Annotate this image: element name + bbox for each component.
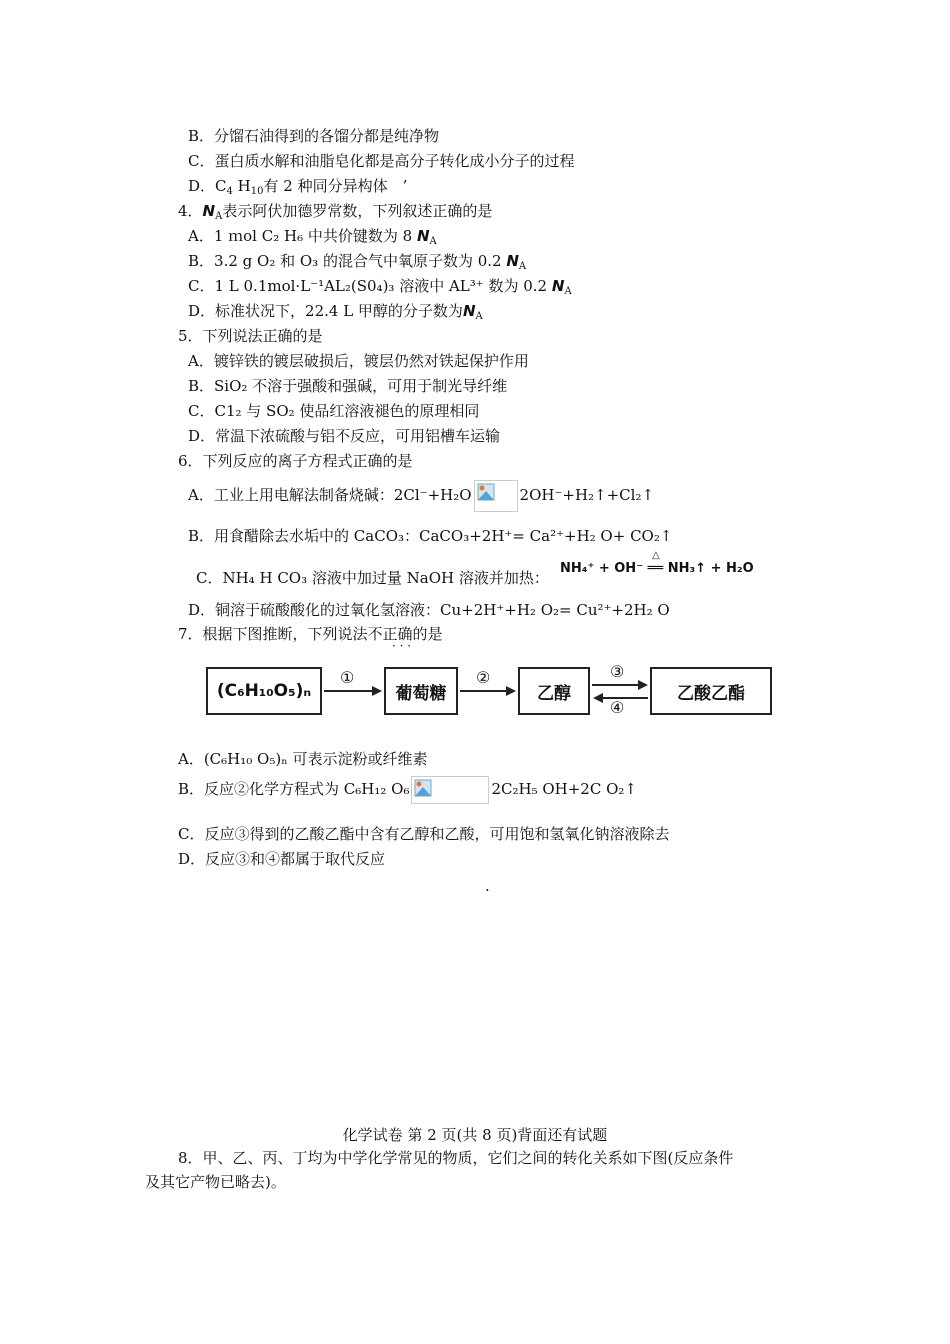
q5-option-d: D．常温下浓硫酸与铝不反应，可用铝槽车运输 — [188, 427, 501, 445]
q6-option-c-equation: △ NH₄⁺ + OH⁻ ══ NH₃↑ + H₂O — [560, 550, 754, 576]
q7-option-d: D．反应③和④都属于取代反应 — [178, 850, 386, 868]
q4-option-a: A．1 ｍol C₂ H₆ 中共价键数为 8 $N_A$ — [188, 227, 437, 247]
q5-stem: 5．下列说法正确的是 — [178, 327, 323, 345]
q4-option-b: B．3.2 g O₂ 和 O₃ 的混合气中氧原子数为 0.2 $N_A$ — [188, 252, 527, 272]
broken-image-icon — [474, 480, 518, 512]
diagram-box-ethanol: 乙醇 — [518, 667, 590, 715]
diagram-step-4: ④ — [610, 698, 625, 717]
q5-option-c: C．C1₂ 与 SO₂ 使品红溶液褪色的原理相同 — [188, 402, 480, 420]
q3-option-b: B．分馏石油得到的各馏分都是纯净物 — [188, 127, 440, 145]
q5-option-b: B．SiO₂ 不溶于强酸和强碱，可用于制光导纤维 — [188, 377, 508, 395]
q8-stem-line1: 8．甲、乙、丙、丁均为中学化学常见的物质，它们之间的转化关系如下图(反应条件 — [178, 1149, 734, 1167]
page-footer: 化学试卷 第 2 页(共 8 页)背面还有试题 — [342, 1126, 608, 1144]
diagram-step-2: ② — [476, 668, 491, 687]
q3-option-d: D．$C_4$ $H_{10}$有 2 种同分异构体 ’ — [188, 177, 408, 197]
q4-stem: 4．$N_A$表示阿伏加德罗常数，下列叙述正确的是 — [178, 202, 493, 222]
diagram-box-glucose: 葡萄糖 — [384, 667, 458, 715]
q8-stem-line2: 及其它产物已略去)。 — [145, 1173, 286, 1191]
q6-option-a: A．工业上用电解法制备烧碱：2Cl⁻+H₂O 2OH⁻+H₂↑+Cl₂↑ — [188, 480, 654, 512]
q4-option-d: D．标准状况下，22.4 L 甲醇的分子数为$N_A$ — [188, 302, 483, 322]
diagram-step-1: ① — [340, 668, 355, 687]
q6-stem: 6．下列反应的离子方程式正确的是 — [178, 452, 413, 470]
reaction-diagram — [200, 660, 780, 722]
q7-option-a: A．(C₆H₁₀ O₅)ₙ 可表示淀粉或纤维素 — [178, 750, 428, 768]
q7-stem: 7．根据下图推断，下列说法不正确的是 — [178, 625, 443, 643]
q3-option-c: C．蛋白质水解和油脂皂化都是高分子转化成小分子的过程 — [188, 152, 575, 170]
q7-option-b: B．反应②化学方程式为 C₆H₁₂ O₆ 2C₂H₅ OH+2C O₂↑ — [178, 776, 637, 804]
q5-option-a: A．镀锌铁的镀层破损后，镀层仍然对铁起保护作用 — [188, 352, 529, 370]
broken-image-icon — [411, 776, 489, 804]
diagram-step-3: ③ — [610, 662, 625, 681]
emphasis-dots: · · · — [392, 639, 412, 653]
q6-option-d: D．铜溶于硫酸酸化的过氧化氢溶液：Cu+2H⁺+H₂ O₂= Cu²⁺+2H₂ O — [188, 601, 670, 619]
q6-option-b: B．用食醋除去水垢中的 CaCO₃：CaCO₃+2H⁺= Ca²⁺+H₂ O+ CO₂↑ — [188, 527, 673, 545]
stray-dot: . — [485, 877, 490, 895]
q4-option-c: C．1 L 0.1mol·L⁻¹AL₂(S0₄)₃ 溶液中 AL³⁺ 数为 0.2 $N_A$ — [188, 277, 572, 297]
diagram-box-ethyl-acetate: 乙酸乙酯 — [650, 667, 772, 715]
diagram-box-polysaccharide: (C₆H₁₀O₅)ₙ — [206, 667, 322, 715]
q6-option-c: C．NH₄ H CO₃ 溶液中加过量 NaOH 溶液并加热： — [196, 569, 549, 587]
q7-option-c: C．反应③得到的乙酸乙酯中含有乙醇和乙酸，可用饱和氢氧化钠溶液除去 — [178, 825, 670, 843]
